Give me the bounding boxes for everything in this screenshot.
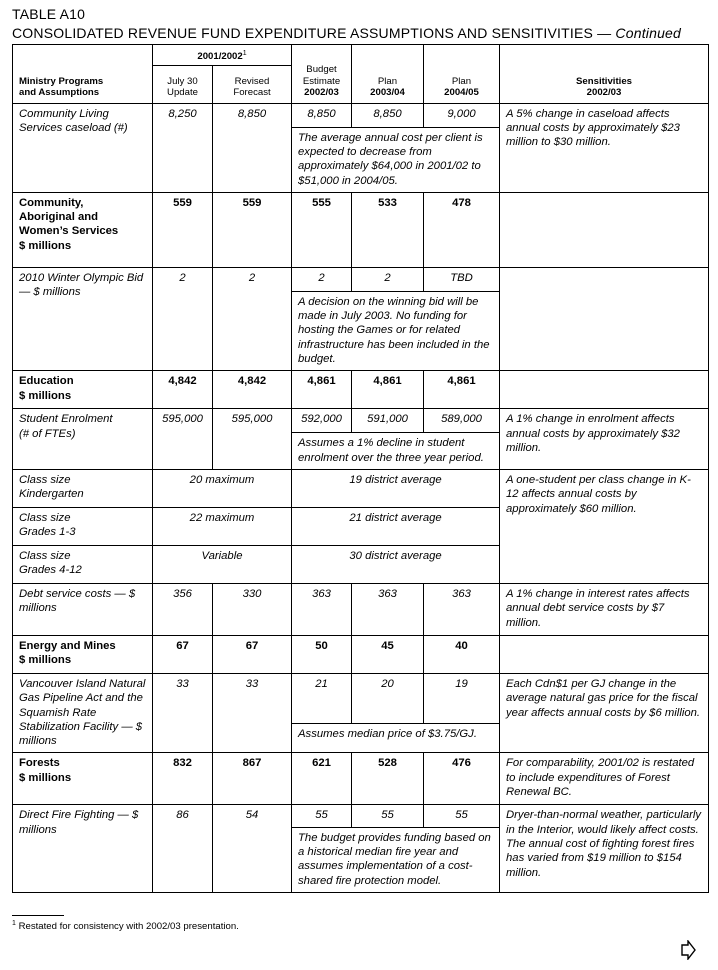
ministry-header: Ministry Programs and Assumptions	[13, 45, 153, 104]
value-cell: 19	[424, 673, 500, 723]
assumption-note: Assumes median price of $3.75/GJ.	[292, 723, 500, 752]
table-row	[13, 371, 709, 409]
value-cell: 595,000	[153, 409, 213, 470]
assumption-note: A decision on the winning bid will be made in July 2003. No funding for hosting the Games or for related infrastructure has been included in the budget.	[292, 291, 500, 370]
value-cell: 589,000	[424, 409, 500, 433]
year-group-header: 2001/2002$^1$	[153, 45, 292, 66]
table-row	[13, 805, 709, 827]
sensitivity-text: Dryer-than-normal weather, particularly in the Interior, would likely affect costs. The annual cost of fighting forest fires has varied from $19 million to $154 million.	[500, 805, 709, 892]
value-cell: 55	[352, 805, 424, 827]
value-cell: 9,000	[424, 103, 500, 127]
table-row	[13, 583, 709, 635]
value-cell: 55	[292, 805, 352, 827]
value-cell: 86	[153, 805, 213, 892]
row-label: 2010 Winter Olympic Bid — $ millions	[13, 267, 153, 370]
value-cell: 20	[352, 673, 424, 723]
table-row	[13, 409, 709, 433]
assumption-note: Assumes a 1% decline in student enrolment over the three year period.	[292, 433, 500, 470]
value-cell: 22 maximum	[153, 507, 292, 545]
value-cell: 8,850	[352, 103, 424, 127]
table-row	[13, 753, 709, 805]
value-cell: 33	[213, 673, 292, 752]
value-cell: 40	[424, 635, 500, 673]
value-cell: 4,861	[292, 371, 352, 409]
value-cell: 4,861	[424, 371, 500, 409]
row-label: Student Enrolment (# of FTEs)	[13, 409, 153, 470]
assumption-note: The average annual cost per client is expected to decrease from approximately $64,000 in 2001/02 to $51,000 in 2004/05.	[292, 127, 500, 192]
value-cell: 533	[352, 192, 424, 267]
plan-2004-header: Plan 2004/05	[424, 45, 500, 104]
value-cell: 45	[352, 635, 424, 673]
value-cell: 4,842	[213, 371, 292, 409]
value-cell: 30 district average	[292, 545, 500, 583]
value-cell: 363	[352, 583, 424, 635]
row-label: Class size Grades 4-12	[13, 545, 153, 583]
table-row	[13, 635, 709, 673]
table-label: TABLE A10	[12, 6, 86, 22]
value-cell: 4,861	[352, 371, 424, 409]
value-cell: 19 district average	[292, 469, 500, 507]
value-cell: 363	[424, 583, 500, 635]
value-cell: 20 maximum	[153, 469, 292, 507]
budget-header: Budget Estimate 2002/03	[292, 45, 352, 104]
row-label: Debt service costs — $ millions	[13, 583, 153, 635]
value-cell: 21 district average	[292, 507, 500, 545]
row-label: Energy and Mines $ millions	[13, 635, 153, 673]
value-cell: 595,000	[213, 409, 292, 470]
table-title: CONSOLIDATED REVENUE FUND EXPENDITURE ASSUMPTIONS AND SENSITIVITIES — Continued	[12, 25, 682, 41]
sensitivity-text: A 1% change in interest rates affects annual debt service costs by $7 million.	[500, 583, 709, 635]
value-cell: 478	[424, 192, 500, 267]
assumption-note: The budget provides funding based on a historical median fire year and assumes implementation of a cost-shared fire protection model.	[292, 827, 500, 892]
sensitivity-text: A 5% change in caseload affects annual costs by approximately $23 million to $30 million.	[500, 103, 709, 192]
plan-2003-header: Plan 2003/04	[352, 45, 424, 104]
value-cell: 592,000	[292, 409, 352, 433]
value-cell: 356	[153, 583, 213, 635]
continued-label: Continued	[615, 25, 682, 41]
header-row-1	[13, 45, 709, 66]
value-cell: 832	[153, 753, 213, 805]
sensitivity-text: A 1% change in enrolment affects annual costs by approximately $32 million.	[500, 409, 709, 470]
value-cell: 363	[292, 583, 352, 635]
row-label: Community Living Services caseload (#)	[13, 103, 153, 192]
footnote: $^1$ Restated for consistency with 2002/03 presentation.	[12, 920, 239, 933]
row-label: Community, Aboriginal and Women’s Services $ millions	[13, 192, 153, 267]
value-cell: 621	[292, 753, 352, 805]
value-cell: 555	[292, 192, 352, 267]
value-cell: 867	[213, 753, 292, 805]
value-cell: 55	[424, 805, 500, 827]
row-label: Vancouver Island Natural Gas Pipeline Act and the Squamish Rate Stabilization Facility — $ millions	[13, 673, 153, 752]
value-cell: 8,250	[153, 103, 213, 192]
july-update-header: July 30 Update	[153, 65, 213, 103]
value-cell: 50	[292, 635, 352, 673]
revised-forecast-header: Revised Forecast	[213, 65, 292, 103]
row-label: Direct Fire Fighting — $ millions	[13, 805, 153, 892]
value-cell: 330	[213, 583, 292, 635]
sensitivity-text: A one-student per class change in K-12 affects annual costs by approximately $60 million.	[500, 469, 709, 583]
sensitivity-text: For comparability, 2001/02 is restated to include expenditures of Forest Renewal BC.	[500, 753, 709, 805]
row-label: Education $ millions	[13, 371, 153, 409]
value-cell: 21	[292, 673, 352, 723]
right-arrow-outline-icon	[680, 940, 696, 965]
sensitivity-text: Each Cdn$1 per GJ change in the average natural gas price for the fiscal year affects annual costs by $6 million.	[500, 673, 709, 752]
value-cell: 559	[213, 192, 292, 267]
value-cell: Variable	[153, 545, 292, 583]
value-cell: 559	[153, 192, 213, 267]
value-cell: 528	[352, 753, 424, 805]
value-cell: 591,000	[352, 409, 424, 433]
value-cell: 33	[153, 673, 213, 752]
value-cell: 54	[213, 805, 292, 892]
expenditure-table	[12, 44, 709, 893]
row-label: Class size Grades 1-3	[13, 507, 153, 545]
row-label: Class size Kindergarten	[13, 469, 153, 507]
value-cell: 476	[424, 753, 500, 805]
value-cell: 2	[153, 267, 213, 370]
value-cell: 4,842	[153, 371, 213, 409]
sensitivities-header: Sensitivities 2002/03	[500, 45, 709, 104]
value-cell: TBD	[424, 267, 500, 291]
table-row	[13, 192, 709, 267]
value-cell: 8,850	[213, 103, 292, 192]
value-cell: 8,850	[292, 103, 352, 127]
table-row	[13, 267, 709, 291]
value-cell: 2	[352, 267, 424, 291]
row-label: Forests $ millions	[13, 753, 153, 805]
footnote-rule	[12, 915, 64, 916]
value-cell: 2	[292, 267, 352, 291]
table-row	[13, 469, 709, 507]
value-cell: 67	[213, 635, 292, 673]
value-cell: 67	[153, 635, 213, 673]
table-row	[13, 103, 709, 127]
value-cell: 2	[213, 267, 292, 370]
table-row	[13, 673, 709, 723]
